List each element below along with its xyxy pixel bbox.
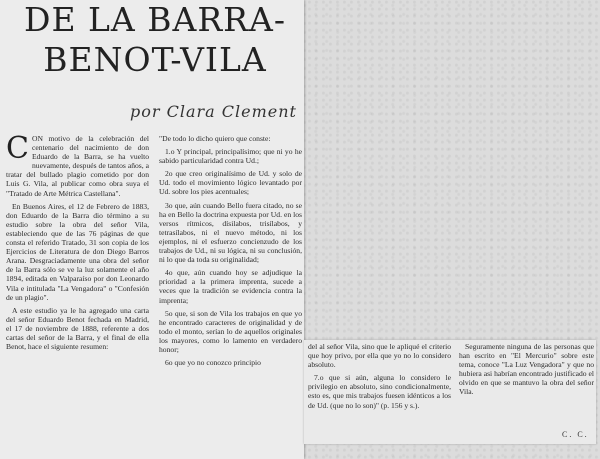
paragraph: "De todo lo dicho quiero que conste:: [159, 134, 271, 143]
paragraph: A este estudio ya le ha agregado una carta del señor Eduardo Benot fechada en Madrid, el 17 de noviembre de 1888, referente a dos cartas del señor de la Barra, y el final de ella Benot, hace el siguiente resumen:: [6, 305, 149, 352]
byline: por Clara Clement: [130, 102, 297, 121]
article-title: [6, 0, 304, 80]
paragraph: [6, 134, 149, 198]
paragraph: En Buenos Aires, el 12 de Febrero de 1883, don Eduardo de la Barra dio término a su estudio sobre la obra del señor Vila, estableciendo que de las 76 páginas de que consta el referido Tratado, 31 son copia de los Ejercicios de Literatura de don Diego Barros Arana. Desgraciadamente una obra del señor de la Barra sólo se ve la luz solamente el año 1894, editada en Valparaíso por don Leonardo Vila e intitulada "La Vengadora" o "Confesión de un plagio".: [6, 201, 149, 302]
title-line-2: BENOT-VILA: [43, 40, 267, 79]
paragraph: 3o que, aún cuando Bello fuera citado, no se ha en Bello la doctrina expuesta por Ud. en los versos rítmicos, dísilabos, trisílabos, y tetrasílabos, ni el nuevo método, ni los ejemplos, ni el esfuerzo concienzudo de los trabajos de Ud., ni su lógica, ni su conclusión, ni lo que da toda su originalidad;: [159, 200, 302, 265]
paragraph: 1.o Y principal, principalísimo; que ni yo he sabido particularidad contra Ud.;: [159, 147, 302, 166]
article-column-3: [308, 342, 451, 422]
paragraph: del al señor Vila, sino que le apliqué el criterio que hoy privo, por ella que yo no lo considero absoluto.: [308, 342, 451, 370]
article-column-2: [159, 134, 302, 452]
paragraph: 4o que, aún cuando hoy se adjudique la prioridad a la primera imprenta, sucede a veces que la tradición se evidencia contra la imprenta;: [159, 268, 302, 305]
article-column-1: [6, 134, 149, 452]
paragraph: 6o que yo no conozco principio: [165, 358, 261, 368]
article-column-4: [459, 342, 594, 422]
paragraph: 2o que creo originalísimo de Ud. y solo de Ud. todo el movimiento lógico levantado por Ud. sobre los pies acentuales;: [159, 169, 302, 197]
paragraph: 5o que, si son de Vila los trabajos en que yo he encontrado caracteres de originalidad y de todo el monto, serían lo de aquellos originales los mayores, como lo lamento en verdadero honor;: [159, 308, 302, 354]
paragraph-text: ON motivo de la celebración del centenario del nacimiento de don Eduardo de la Barra, se ha vuelto nuevamente, después de tantos años, a tratar del bullado plagio cometido por don Luis G. Vila, al publicar como obra suya el "Tratado de Arte Métrica Castellana".: [6, 134, 149, 198]
title-line-1: DE LA BARRA-: [23, 0, 287, 39]
paragraph: 7.o que si aún, alguna lo considero le privilegio en absoluto, sino condicionalmente, esto es, que mis trabajos fuesen idénticos a los de Ud. (que no lo son)" (p. 156 y s.).: [308, 373, 451, 410]
drop-cap: C: [6, 134, 29, 166]
author-initials: C. C.: [562, 430, 589, 439]
paragraph: Seguramente ninguna de las personas que han escrito en "El Mercurio" sobre este tema, conoce "La Luz Vengadora" y que no hubiera asi habrían encontrado justificado el olvido en que se mantuvo la obra del señor Vila.: [459, 342, 594, 397]
